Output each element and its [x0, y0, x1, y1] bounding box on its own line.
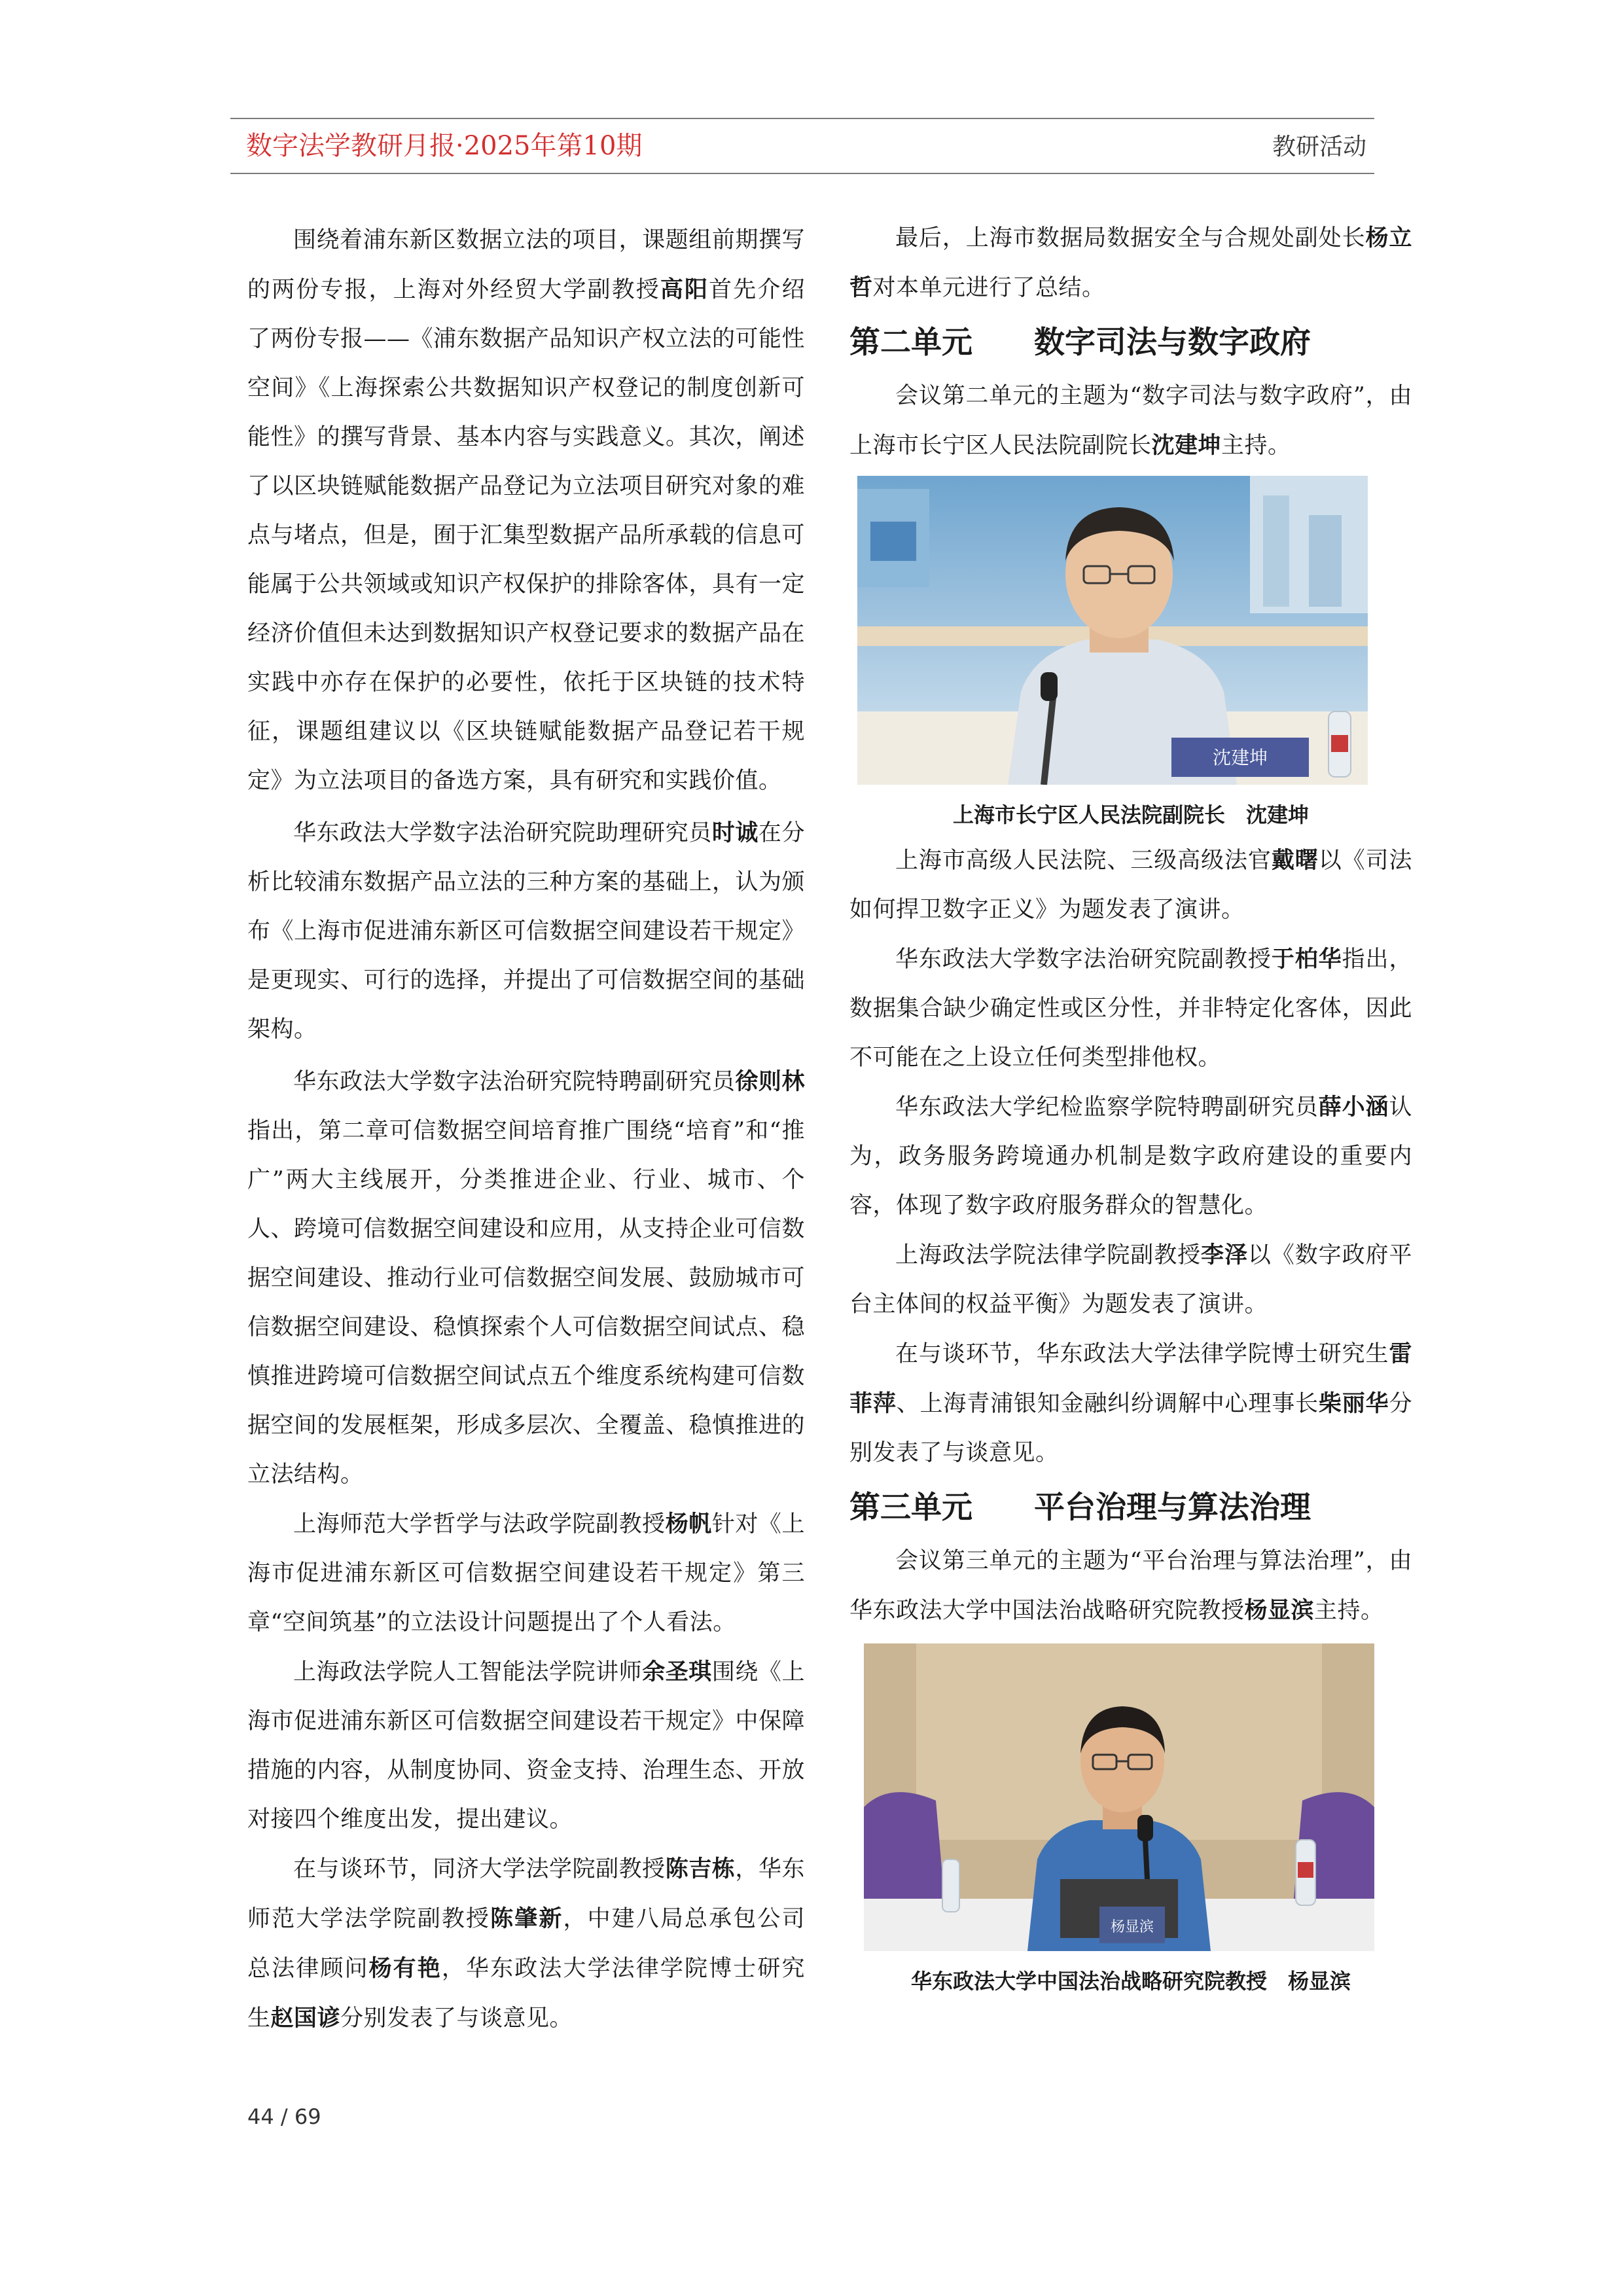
- paragraph: [849, 372, 1412, 471]
- person-name: 余圣琪: [642, 1659, 712, 1685]
- person-name: 沈建坤: [1151, 432, 1222, 459]
- paragraph: [247, 1844, 805, 2043]
- text-run: 上海政法学院法律学院副教授: [895, 1242, 1202, 1268]
- text-run: 在分析比较浦东数据产品立法的三种方案的基础上，认为颁布《上海市促进浦东新区可信数据空间建设若干规定》是更现实、可行的选择，并提出了可信数据空间的基础架构。: [247, 820, 806, 1043]
- person-name: 杨帆: [665, 1511, 712, 1537]
- right-column: [849, 213, 1412, 2002]
- text-run: 华东政法大学纪检监察学院特聘副研究员: [895, 1094, 1319, 1121]
- person-name: 李泽: [1201, 1242, 1248, 1268]
- text-run: 分别发表了与谈意见。: [340, 2005, 573, 2032]
- paragraph: [849, 1329, 1412, 1478]
- text-run: 围绕《上海市促进浦东新区可信数据空间建设若干规定》中保障措施的内容，从制度协同、资金支持、治理生态、开放对接四个维度出发，提出建议。: [247, 1659, 806, 1833]
- text-run: ，华东政法大学法律学院博士研究生: [247, 1956, 805, 2032]
- section-heading-unit-2: 第二单元 数字司法与数字政府: [849, 325, 1311, 361]
- header-rule-bottom: [230, 173, 1374, 174]
- text-run: 在与谈环节，华东政法大学法律学院博士研究生: [895, 1341, 1389, 1367]
- person-name: 戴曙: [1271, 847, 1319, 874]
- section-heading-unit-3: 第三单元 平台治理与算法治理: [849, 1490, 1311, 1526]
- person-name: 于柏华: [1271, 946, 1342, 973]
- text-run: 、上海青浦银知金融纠纷调解中心理事长: [896, 1391, 1319, 1417]
- paragraph: [247, 1499, 805, 1647]
- text-run: 以《司法如何捍卫数字正义》为题发表了演讲。: [849, 848, 1412, 923]
- person-name: 陈肇新: [490, 1905, 563, 1932]
- paragraph: [247, 808, 805, 1054]
- speaker-photo-illustration: [857, 476, 1368, 785]
- text-run: 上海师范大学哲学与法政学院副教授: [293, 1511, 666, 1537]
- paragraph: [849, 1537, 1412, 1636]
- text-run: ，中建八局总承包公司总法律顾问: [247, 1906, 805, 1982]
- photo-caption: 华东政法大学中国法治战略研究院教授 杨显滨: [910, 1969, 1351, 1994]
- person-name: 杨立哲: [849, 224, 1412, 301]
- text-run: 认为，政务服务跨境通办机制是数字政府建设的重要内容，体现了数字政府服务群众的智慧化。: [849, 1094, 1412, 1219]
- header-rule-top: [230, 118, 1374, 119]
- person-name: 赵国谚: [270, 2005, 341, 2032]
- paragraph: [849, 1230, 1412, 1329]
- text-run: 上海市高级人民法院、三级高级法官: [895, 848, 1272, 874]
- text-run: 以《数字政府平台主体间的权益平衡》为题发表了演讲。: [849, 1242, 1412, 1318]
- page-number: 44 / 69: [247, 2104, 321, 2129]
- speaker-photo-yang-xianbin: [864, 1643, 1374, 1951]
- text-run: 会议第二单元的主题为“数字司法与数字政府”，由上海市长宁区人民法院副院长: [849, 383, 1412, 459]
- text-run: 华东政法大学数字法治研究院副教授: [895, 946, 1272, 973]
- person-name: 高阳: [660, 276, 709, 303]
- left-column: [247, 216, 805, 2043]
- text-run: 最后，上海市数据局数据安全与合规处副处长: [895, 225, 1366, 251]
- paragraph: [849, 935, 1412, 1083]
- person-name: 时诚: [711, 819, 758, 846]
- text-run: ，华东师范大学法学院副教授: [247, 1856, 805, 1932]
- text-run: 围绕着浦东新区数据立法的项目，课题组前期撰写的两份专报，上海对外经贸大学副教授: [247, 227, 805, 303]
- text-run: 华东政法大学数字法治研究院助理研究员: [293, 820, 712, 846]
- text-run: 对本单元进行了总结。: [872, 275, 1105, 301]
- photo-caption: 上海市长宁区人民法院副院长 沈建坤: [952, 802, 1309, 827]
- section-label: 教研活动: [1272, 134, 1366, 160]
- nameplate-text: 杨显滨: [1110, 1919, 1154, 1935]
- person-name: 薛小涵: [1318, 1094, 1389, 1121]
- person-name: 杨有艳: [368, 1955, 442, 1982]
- paragraph: [247, 1057, 805, 1499]
- speaker-photo-shen-jiankun: [857, 476, 1368, 785]
- text-run: 华东政法大学数字法治研究院特聘副研究员: [293, 1069, 736, 1095]
- text-run: 在与谈环节，同济大学法学院副教授: [293, 1856, 666, 1882]
- paragraph: [247, 216, 805, 806]
- paragraph: [849, 836, 1412, 935]
- text-run: 指出，第二章可信数据空间培育推广围绕“培育”和“推广”两大主线展开，分类推进企业、行业、城市、个人、跨境可信数据空间建设和应用，从支持企业可信数据空间建设、推动行业可信数据空间发展、鼓励城市可信数据空间建设、稳慎探索个人可信数据空间试点、稳慎推进跨境可信数据空间试点五个维度系统构建可信数据空间的发展框架，形成多层次、全覆盖、稳慎推进的立法结构。: [247, 1118, 806, 1488]
- person-name: 柴丽华: [1318, 1390, 1389, 1417]
- text-run: 主持。: [1314, 1598, 1384, 1624]
- nameplate-text: 沈建坤: [1212, 747, 1268, 768]
- person-name: 杨显滨: [1244, 1597, 1315, 1624]
- text-run: 上海政法学院人工智能法学院讲师: [293, 1659, 643, 1685]
- paragraph: [849, 1083, 1412, 1230]
- person-name: 雷菲萍: [849, 1340, 1412, 1417]
- paragraph: [247, 1647, 805, 1844]
- person-name: 陈吉栋: [665, 1856, 736, 1882]
- text-run: 会议第三单元的主题为“平台治理与算法治理”，由华东政法大学中国法治战略研究院教授: [849, 1548, 1412, 1624]
- text-run: 针对《上海市促进浦东新区可信数据空间建设若干规定》第三章“空间筑基”的立法设计问题提出了个人看法。: [247, 1511, 805, 1636]
- text-run: 首先介绍了两份专报——《浦东数据产品知识产权立法的可能性空间》《上海探索公共数据知识产权登记的制度创新可能性》的撰写背景、基本内容与实践意义。其次，阐述了以区块链赋能数据产品登记为立法项目研究对象的难点与堵点，但是，囿于汇集型数据产品所承载的信息可能属于公共领域或知识产权保护的排除客体，具有一定经济价值但未达到数据知识产权登记要求的数据产品在实践中亦存在保护的必要性，依托于区块链的技术特征，课题组建议以《区块链赋能数据产品登记若干规定》为立法项目的备选方案，具有研究和实践价值。: [247, 277, 806, 794]
- journal-title: 数字法学教研月报·2025年第10期: [246, 131, 643, 161]
- text-run: 主持。: [1221, 433, 1291, 459]
- speaker-photo-illustration: [864, 1643, 1374, 1951]
- text-run: 指出，数据集合缺少确定性或区分性，并非特定化客体，因此不可能在之上设立任何类型排他权。: [849, 946, 1412, 1071]
- text-run: 分别发表了与谈意见。: [849, 1391, 1412, 1466]
- person-name: 徐则林: [735, 1068, 805, 1095]
- paragraph: [849, 213, 1412, 313]
